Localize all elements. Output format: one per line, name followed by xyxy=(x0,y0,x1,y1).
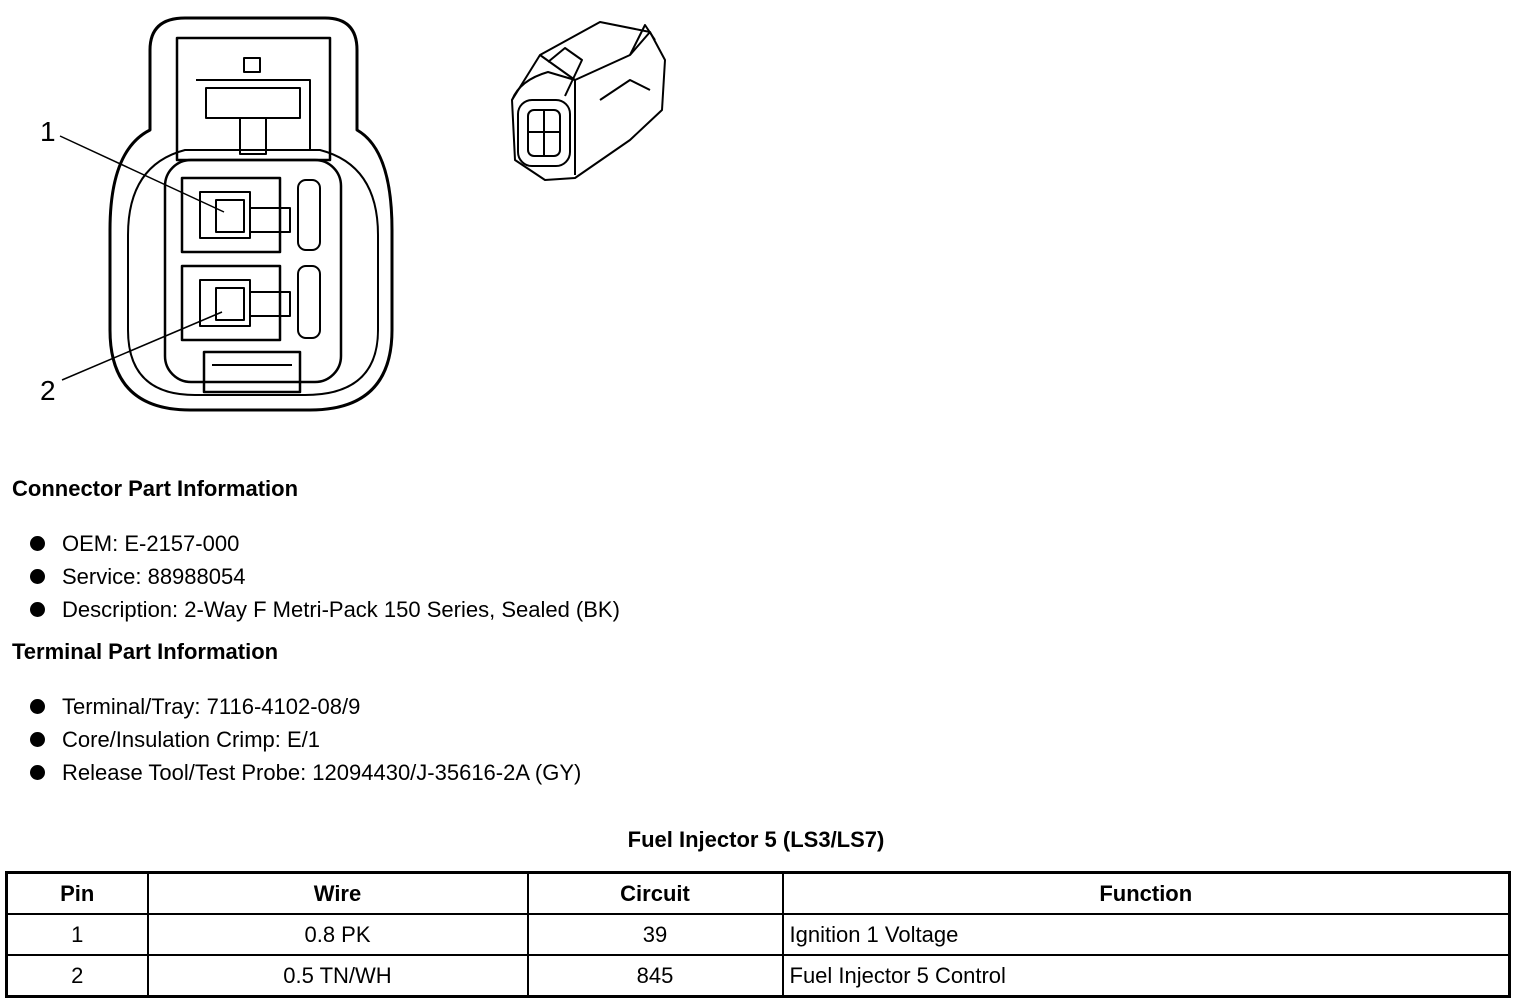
bullet-icon xyxy=(30,732,45,747)
bullet-icon xyxy=(30,536,45,551)
cell-pin: 2 xyxy=(7,955,148,997)
connector-info-list xyxy=(28,527,620,626)
list-item xyxy=(28,690,581,723)
list-item xyxy=(28,527,620,560)
list-item xyxy=(28,756,581,789)
callout-pin-2: 2 xyxy=(40,375,56,406)
pin-table xyxy=(5,871,1511,998)
list-item-text: Terminal/Tray: 7116-4102-08/9 xyxy=(62,694,361,719)
list-item-text: Core/Insulation Crimp: E/1 xyxy=(62,727,320,752)
cell-function: Fuel Injector 5 Control xyxy=(783,955,1510,997)
table-row xyxy=(7,955,1510,997)
column-header-pin: Pin xyxy=(7,873,148,915)
bullet-icon xyxy=(30,602,45,617)
terminal-info-list xyxy=(28,690,581,789)
table-row xyxy=(7,914,1510,955)
column-header-circuit: Circuit xyxy=(528,873,783,915)
cell-wire: 0.5 TN/WH xyxy=(148,955,528,997)
callout-pin-1: 1 xyxy=(40,116,56,147)
list-item-text: Service: 88988054 xyxy=(62,564,246,589)
bullet-icon xyxy=(30,569,45,584)
list-item-text: OEM: E-2157-000 xyxy=(62,531,240,556)
connector-info-heading: Connector Part Information xyxy=(12,476,299,501)
pin-table-title: Fuel Injector 5 (LS3/LS7) xyxy=(627,827,885,852)
list-item xyxy=(28,723,581,756)
column-header-wire: Wire xyxy=(148,873,528,915)
cell-pin: 1 xyxy=(7,914,148,955)
cell-circuit: 39 xyxy=(528,914,783,955)
terminal-info-heading: Terminal Part Information xyxy=(12,639,279,664)
list-item-text: Release Tool/Test Probe: 12094430/J-35616-2A (GY) xyxy=(62,760,582,785)
column-header-function: Function xyxy=(783,873,1510,915)
list-item xyxy=(28,593,620,626)
connector-3d-view xyxy=(0,0,700,200)
list-item-text: Description: 2-Way F Metri-Pack 150 Series, Sealed (BK) xyxy=(62,597,620,622)
list-item xyxy=(28,560,620,593)
table-header-row xyxy=(7,873,1510,915)
cell-circuit: 845 xyxy=(528,955,783,997)
bullet-icon xyxy=(30,699,45,714)
cell-function: Ignition 1 Voltage xyxy=(783,914,1510,955)
cell-wire: 0.8 PK xyxy=(148,914,528,955)
bullet-icon xyxy=(30,765,45,780)
